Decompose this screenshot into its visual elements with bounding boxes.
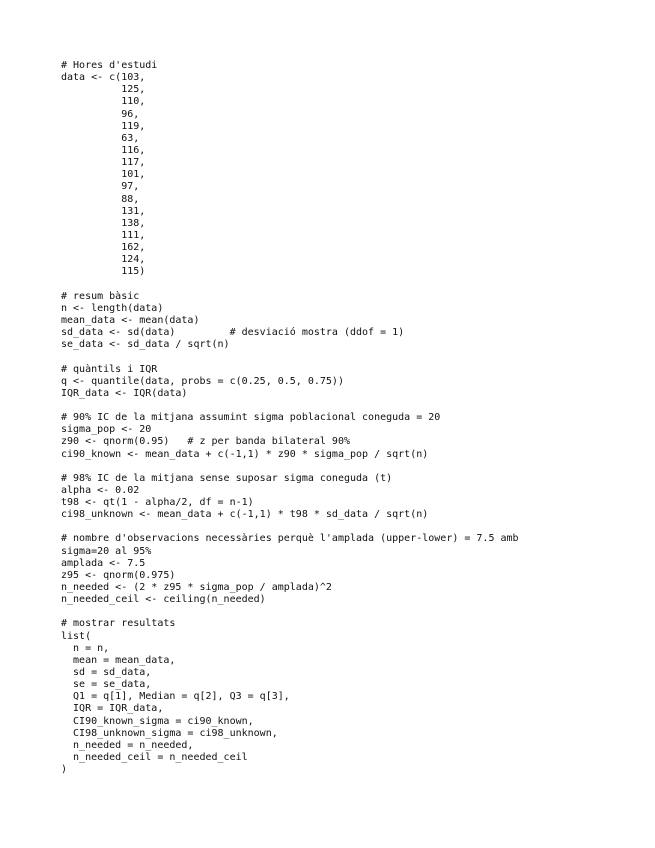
- code-line: # mostrar resultats: [61, 618, 176, 630]
- code-line: 119,: [61, 120, 146, 132]
- code-line: 101,: [61, 169, 146, 181]
- code-line: sd_data <- sd(data) # desviació mostra (ddof = 1): [61, 327, 405, 339]
- code-line: [61, 400, 519, 412]
- code-line: sigma_pop <- 20: [61, 424, 152, 436]
- code-line: amplada <- 7.5: [61, 557, 146, 569]
- code-line: [61, 351, 519, 363]
- code-line: data <- c(103,: [61, 72, 146, 84]
- code-line: n_needed = n_needed,: [61, 739, 194, 751]
- code-line: 162,: [61, 242, 146, 254]
- code-line: se = se_data,: [61, 679, 152, 691]
- code-line: # 98% IC de la mitjana sense suposar sigma coneguda (t): [61, 472, 393, 484]
- code-line: 138,: [61, 217, 146, 229]
- code-line: IQR_data <- IQR(data): [61, 387, 188, 399]
- code-line: n_needed <- (2 * z95 * sigma_pop / amplada)^2: [61, 582, 332, 594]
- code-line: # quàntils i IQR: [61, 363, 158, 375]
- code-line: mean = mean_data,: [61, 654, 176, 666]
- code-line: 88,: [61, 193, 140, 205]
- code-line: z95 <- qnorm(0.975): [61, 569, 176, 581]
- code-line: n = n,: [61, 642, 110, 654]
- code-line: CI98_unknown_sigma = ci98_unknown,: [61, 727, 278, 739]
- code-line: list(: [61, 630, 92, 642]
- code-line: 117,: [61, 157, 146, 169]
- code-line: CI90_known_sigma = ci90_known,: [61, 715, 254, 727]
- code-line: alpha <- 0.02: [61, 484, 140, 496]
- code-line: ci90_known <- mean_data + c(-1,1) * z90 * sigma_pop / sqrt(n): [61, 448, 429, 460]
- code-line: z90 <- qnorm(0.95) # z per banda bilateral 90%: [61, 436, 350, 448]
- code-line: 97,: [61, 181, 140, 193]
- code-line: se_data <- sd_data / sqrt(n): [61, 339, 230, 351]
- code-line: [61, 461, 519, 473]
- code-line: 116,: [61, 144, 146, 156]
- code-line: mean_data <- mean(data): [61, 314, 200, 326]
- code-line: [61, 606, 519, 618]
- code-line: q <- quantile(data, probs = c(0.25, 0.5, 0.75)): [61, 375, 344, 387]
- code-line: sigma=20 al 95%: [61, 545, 152, 557]
- code-line: t98 <- qt(1 - alpha/2, df = n-1): [61, 497, 254, 509]
- code-line: 96,: [61, 108, 140, 120]
- code-line: 115): [61, 266, 146, 278]
- code-line: ci98_unknown <- mean_data + c(-1,1) * t98 * sd_data / sqrt(n): [61, 509, 429, 521]
- code-line: # Hores d'estudi: [61, 60, 158, 71]
- code-line: [61, 279, 519, 291]
- code-line: ): [61, 764, 68, 776]
- code-line: 131,: [61, 205, 146, 217]
- code-line: 124,: [61, 254, 146, 266]
- code-line: # nombre d'observacions necessàries perquè l'amplada (upper-lower) = 7.5 amb: [61, 533, 519, 545]
- code-line: n <- length(data): [61, 302, 164, 314]
- code-line: 111,: [61, 229, 146, 241]
- code-line: # 90% IC de la mitjana assumint sigma poblacional coneguda = 20: [61, 412, 441, 424]
- code-line: 110,: [61, 96, 146, 108]
- code-line: 125,: [61, 84, 146, 96]
- code-line: [61, 521, 519, 533]
- code-line: n_needed_ceil = n_needed_ceil: [61, 752, 248, 764]
- code-line: 63,: [61, 132, 140, 144]
- code-block: [61, 60, 519, 776]
- code-line: IQR = IQR_data,: [61, 703, 164, 715]
- code-line: sd = sd_data,: [61, 667, 152, 679]
- code-line: n_needed_ceil <- ceiling(n_needed): [61, 594, 266, 606]
- code-line: # resum bàsic: [61, 290, 140, 302]
- code-line: Q1 = q[1], Median = q[2], Q3 = q[3],: [61, 691, 290, 703]
